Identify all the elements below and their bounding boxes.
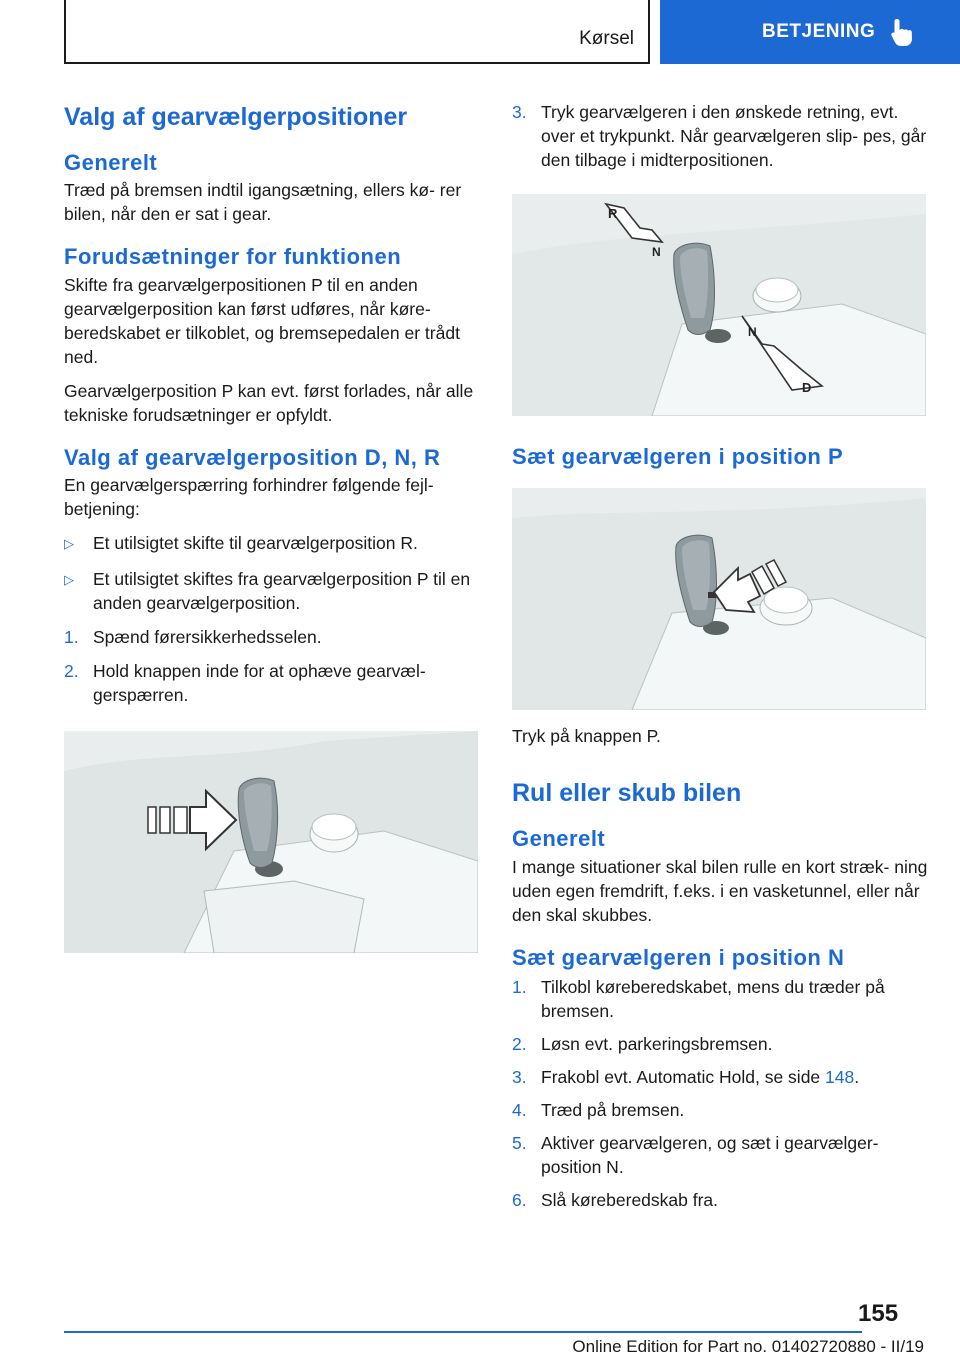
step-item: 6. Slå køreberedskab fra. bbox=[512, 1190, 719, 1211]
step-item: 4. Træd på bremsen. bbox=[512, 1100, 685, 1121]
bullet-item: ▷ Et utilsigtet skiftes fra gearvælgerposition P til en anden gearvælgerposition. bbox=[64, 569, 471, 614]
park-button-figure bbox=[512, 488, 926, 710]
step-number: 3. bbox=[512, 1067, 527, 1088]
header-section-box bbox=[64, 0, 650, 64]
direction-label-d: D bbox=[802, 380, 812, 395]
step-number: 2. bbox=[64, 661, 79, 682]
triangle-bullet-icon: ▷ bbox=[64, 536, 74, 552]
heading-forudsaetninger: Forudsætninger for funktionen bbox=[64, 244, 402, 270]
step-number: 5. bbox=[512, 1133, 527, 1154]
heading-position-p: Sæt gearvælgeren i position P bbox=[512, 444, 844, 469]
valg-text: En gearvælgerspærring forhindrer følgende fejl- betjening: bbox=[64, 475, 434, 520]
bullet-item: ▷ Et utilsigtet skifte til gearvælgerposition R. bbox=[64, 531, 482, 557]
direction-label-r: R bbox=[608, 206, 618, 221]
step-item: 3. Frakobl evt. Automatic Hold, se side 148. bbox=[512, 1067, 860, 1088]
p-caption: Tryk på knappen P. bbox=[512, 726, 661, 747]
step-number: 6. bbox=[512, 1190, 527, 1211]
left-column bbox=[64, 100, 482, 953]
step-number: 2. bbox=[512, 1034, 527, 1055]
step-item: 5. Aktiver gearvælgeren, og sæt i gearvælger- position N. bbox=[512, 1133, 879, 1178]
rul-generelt-text: I mange situationer skal bilen rulle en kort stræk- ning uden egen fremdrift, f.eks. i en vasketunnel, eller når den skal skubbes. bbox=[512, 856, 928, 925]
gear-selector-release-figure bbox=[64, 731, 478, 953]
direction-label-n-lower: N bbox=[748, 325, 757, 339]
heading-generelt: Generelt bbox=[64, 150, 158, 175]
gear-direction-figure bbox=[512, 194, 926, 416]
step-item: 2. Hold knappen inde for at ophæve gearvæl- gerspærren. bbox=[64, 661, 426, 706]
page-number: 155 bbox=[858, 1300, 899, 1327]
step-number: 3. bbox=[512, 102, 527, 122]
section-title: Kørsel bbox=[579, 28, 634, 49]
generelt-text: Træd på bremsen indtil igangsætning, ellers kø- rer bilen, når den er sat i gear. bbox=[64, 180, 462, 225]
step-number: 1. bbox=[64, 627, 79, 648]
heading-rul-generelt: Generelt bbox=[512, 826, 606, 852]
chapter-title: BETJENING bbox=[762, 21, 876, 42]
step-item: 1. Spænd førersikkerhedsselen. bbox=[64, 627, 322, 648]
heading-position-n: Sæt gearvælgeren i position N bbox=[512, 944, 845, 970]
heading-rul-eller-skub: Rul eller skub bilen bbox=[512, 779, 742, 808]
footer-edition: Online Edition for Part no. 01402720880 - II/19 bbox=[572, 1337, 924, 1356]
step-number: 4. bbox=[512, 1100, 527, 1121]
step-item: 1. Tilkobl køreberedskabet, mens du træder på bremsen. bbox=[512, 977, 885, 1022]
forudsaetninger-text-1: Skifte fra gearvælgerpositionen P til en anden gearvælgerposition kan først udføres, når køre- beredskabet er tilkoblet, og bremsepedalen er trådt ned. bbox=[64, 274, 460, 367]
step-number: 1. bbox=[512, 977, 527, 998]
chapter-tab[interactable] bbox=[660, 0, 960, 64]
direction-label-n-upper: N bbox=[652, 245, 661, 259]
footer-divider bbox=[64, 1331, 862, 1333]
heading-valg-dnr: Valg af gearvælgerposition D, N, R bbox=[64, 444, 441, 470]
step-item: 2. Løsn evt. parkeringsbremsen. bbox=[512, 1034, 773, 1055]
step-item: 3. Tryk gearvælgeren i den ønskede retning, evt. over et trykpunkt. Når gearvælgeren slip- pes, går den tilbage i midterpositionen. bbox=[512, 102, 927, 170]
triangle-bullet-icon: ▷ bbox=[64, 572, 74, 588]
forudsaetninger-text-2: Gearvælgerposition P kan evt. først forlades, når alle tekniske forudsætninger er opfyldt. bbox=[64, 380, 474, 425]
right-column bbox=[512, 100, 930, 1212]
page-link-148[interactable]: 148 bbox=[825, 1067, 855, 1088]
page-title: Valg af gearvælgerpositioner bbox=[64, 103, 408, 131]
hand-pointing-icon bbox=[889, 17, 917, 47]
